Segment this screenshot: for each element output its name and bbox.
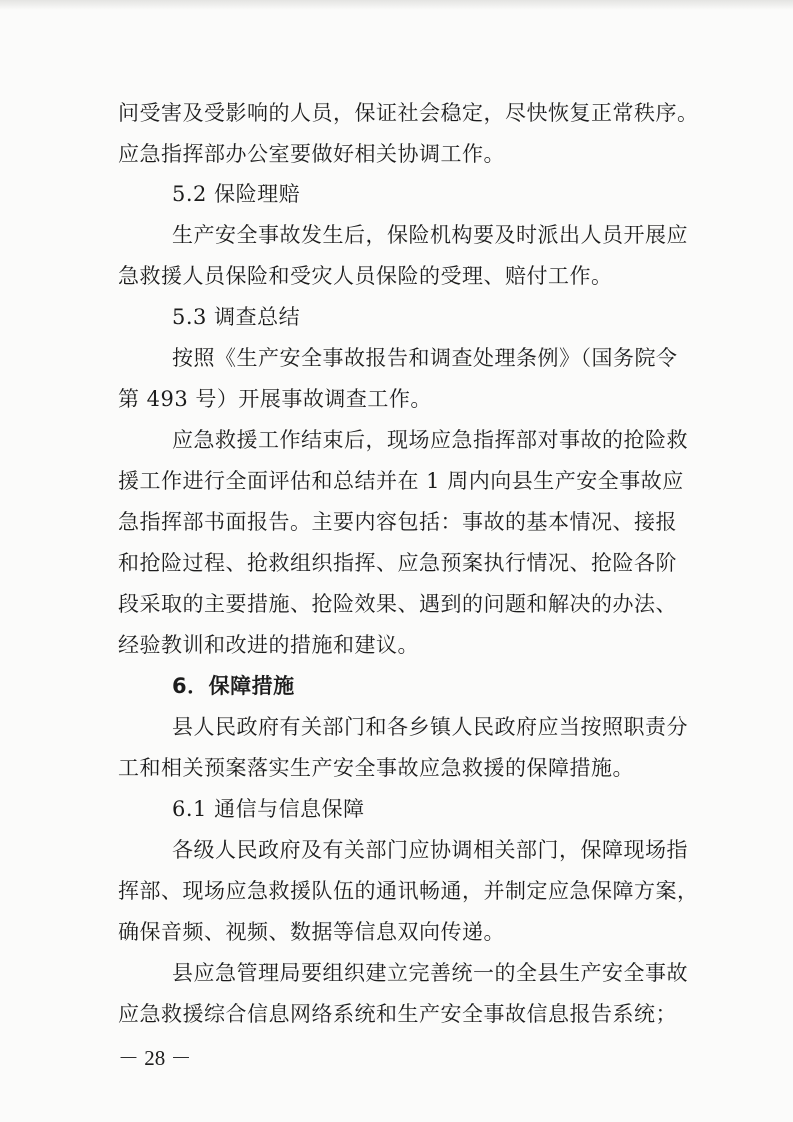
body-line: 问受害及受影响的人员，保证社会稳定，尽快恢复正常秩序。 [118,101,699,125]
body-line: 急指挥部书面报告。主要内容包括：事故的基本情况、接报 [118,510,677,534]
body-line: 段采取的主要措施、抢险效果、遇到的问题和解决的办法、 [118,592,677,616]
body-line: 按照《生产安全事故报告和调查处理条例》（国务院令 [172,346,678,370]
body-line: 应急救援工作结束后，现场应急指挥部对事故的抢险救 [172,428,688,452]
body-line: 经验教训和改进的措施和建议。 [118,633,419,657]
subsection-heading: 5.3 调查总结 [172,305,301,329]
body-line: 工和相关预案落实生产安全事故应急救援的保障措施。 [118,756,634,780]
body-line: 各级人民政府及有关部门应协调相关部门，保障现场指 [172,838,688,862]
body-line: 应急指挥部办公室要做好相关协调工作。 [118,142,505,166]
body-line: 挥部、现场应急救援队伍的通讯畅通，并制定应急保障方案， [118,879,699,903]
body-line: 确保音频、视频、数据等信息双向传递。 [118,920,505,944]
page-number: － 28 － [118,1046,192,1070]
body-line: 第 493 号）开展事故调查工作。 [118,387,432,411]
subsection-heading: 5.2 保险理赔 [172,182,301,206]
body-line: 和抢险过程、抢救组织指挥、应急预案执行情况、抢险各阶 [118,551,677,575]
body-line: 县应急管理局要组织建立完善统一的全县生产安全事故 [172,961,688,985]
body-line: 援工作进行全面评估和总结并在 1 周内向县生产安全事故应 [118,469,684,493]
body-line: 应急救援综合信息网络系统和生产安全事故信息报告系统； [118,1002,677,1026]
section-heading: 6．保障措施 [172,674,295,698]
body-line: 生产安全事故发生后，保险机构要及时派出人员开展应 [172,223,688,247]
body-line: 急救援人员保险和受灾人员保险的受理、赔付工作。 [118,264,613,288]
subsection-heading: 6.1 通信与信息保障 [172,797,365,821]
body-line: 县人民政府有关部门和各乡镇人民政府应当按照职责分 [172,715,688,739]
